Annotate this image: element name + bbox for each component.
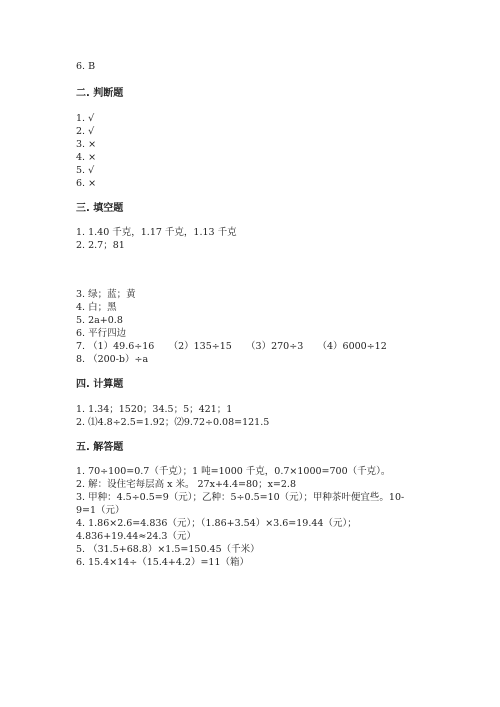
- answer-line: 8. （200-b）÷a: [76, 354, 149, 365]
- answer-line: 4. 1.86×2.6=4.836（元）；（1.86+3.54）×3.6=19.44（元）；: [76, 518, 357, 529]
- answer-line: 2. 2.7；81: [76, 240, 125, 251]
- answer-line: 4. 白；黑: [76, 302, 117, 313]
- answer-line: 6. 15.4×14÷（15.4+4.2）=11（箱）: [76, 557, 250, 568]
- section-heading-calculation: 四. 计算题: [76, 379, 124, 390]
- answer-line: 5. 2a+0.8: [76, 315, 123, 326]
- answer-line: 5. （31.5+68.8）×1.5=150.45（千米）: [76, 544, 260, 555]
- section-heading-fill-blank: 三. 填空题: [76, 203, 124, 214]
- answer-line: 9=1（元）: [76, 505, 125, 516]
- answer-line: 3. 甲种：4.5÷0.5=9（元）；乙种：5÷0.5=10（元）；甲种茶叶便宜些。10-: [76, 492, 405, 503]
- answer-line: 7. （1）49.6÷16 （2）135÷15 （3）270÷3 （4）6000÷12: [76, 341, 387, 352]
- section-heading-word-problems: 五. 解答题: [76, 442, 124, 453]
- answer-line: 4.836+19.44≈24.3（元）: [76, 531, 196, 542]
- answer-line: 2. ⑴4.8÷2.5=1.92；⑵9.72÷0.08=121.5: [76, 417, 270, 428]
- answer-line: 1. 70÷100=0.7（千克）；1 吨=1000 千克，0.7×1000=700（千克）。: [76, 466, 391, 477]
- section-heading-judgement: 二. 判断题: [76, 88, 124, 99]
- answer-line: 2. √: [76, 126, 95, 137]
- answer-line: 6. B: [76, 61, 96, 72]
- answer-line: 6. ×: [76, 178, 97, 189]
- answer-line: 3. 绿；蓝；黄: [76, 289, 136, 300]
- answer-line: 4. ×: [76, 152, 97, 163]
- answer-line: 1. 1.40 千克，1.17 千克，1.13 千克: [76, 227, 237, 238]
- answer-line: 1. 1.34；1520；34.5；5；421；1: [76, 404, 233, 415]
- answer-line: 5. √: [76, 165, 95, 176]
- answer-line: 6. 平行四边: [76, 328, 127, 339]
- answer-line: 2. 解：设住宅每层高 x 米。 27x+4.4=80；x=2.8: [76, 479, 296, 490]
- answer-line: 3. ×: [76, 139, 97, 150]
- answer-line: 1. √: [76, 113, 95, 124]
